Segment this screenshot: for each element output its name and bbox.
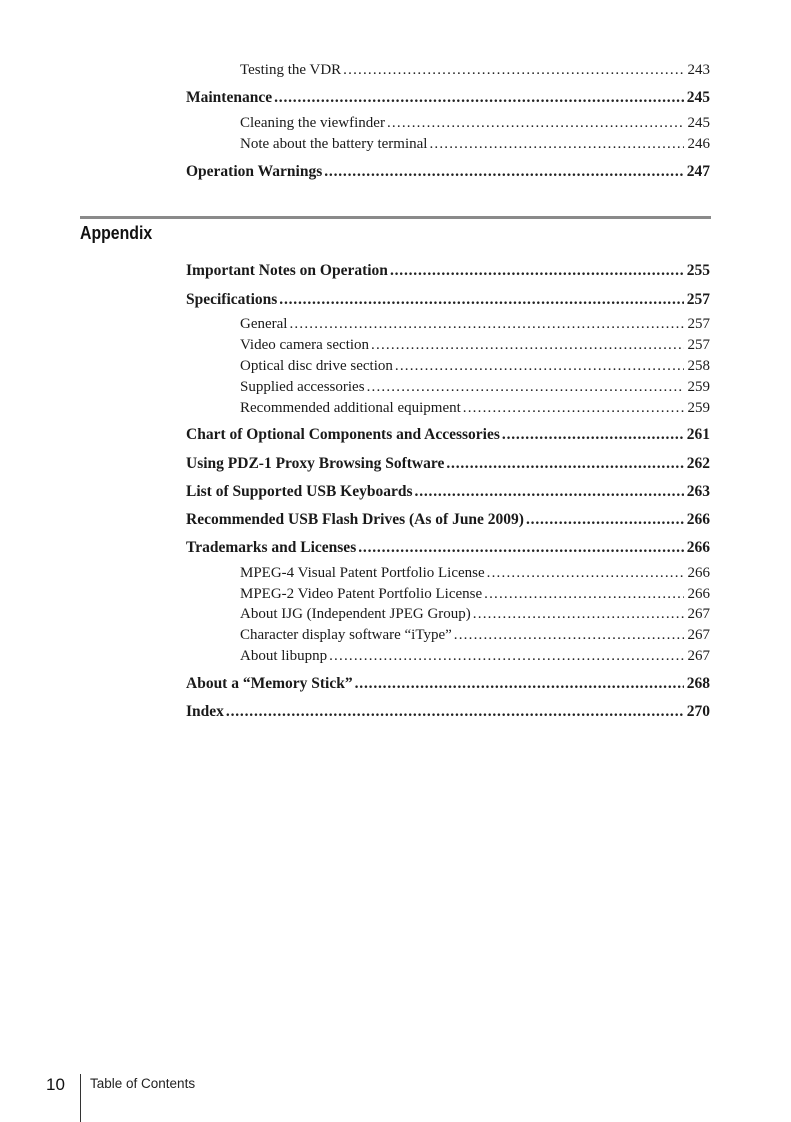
toc-entry-page: 245 bbox=[686, 89, 710, 106]
dot-leader bbox=[473, 604, 684, 624]
toc-entry-page: 267 bbox=[687, 606, 710, 622]
dot-leader bbox=[343, 60, 684, 80]
toc-entry-title: Cleaning the viewfinder bbox=[240, 115, 385, 131]
toc-entry-page: 268 bbox=[686, 675, 710, 692]
toc-entry-title: Trademarks and Licenses bbox=[186, 539, 357, 556]
toc-entry[interactable] bbox=[186, 88, 710, 108]
toc-entry-page: 266 bbox=[687, 586, 710, 602]
toc-entry[interactable] bbox=[186, 510, 710, 530]
dot-leader bbox=[502, 425, 684, 445]
toc-entry-title: Recommended additional equipment bbox=[240, 400, 461, 416]
toc-entry[interactable] bbox=[186, 162, 710, 182]
toc-entry[interactable] bbox=[240, 60, 710, 80]
dot-leader bbox=[415, 482, 684, 502]
toc-entry-title: Using PDZ-1 Proxy Browsing Software bbox=[186, 455, 445, 472]
dot-leader bbox=[367, 377, 684, 397]
dot-leader bbox=[390, 261, 684, 281]
toc-entry-title: About IJG (Independent JPEG Group) bbox=[240, 606, 471, 622]
dot-leader bbox=[484, 584, 684, 604]
toc-entry-page: 259 bbox=[687, 379, 710, 395]
toc-entry-page: 259 bbox=[687, 400, 710, 416]
toc-entry[interactable] bbox=[240, 356, 710, 376]
toc-entry[interactable] bbox=[240, 563, 710, 583]
dot-leader bbox=[289, 314, 684, 334]
toc-entry[interactable] bbox=[186, 261, 710, 281]
toc-entry[interactable] bbox=[240, 398, 710, 418]
toc-entry-title: Specifications bbox=[186, 291, 278, 308]
dot-leader bbox=[387, 113, 684, 133]
toc-entry[interactable] bbox=[240, 646, 710, 666]
dot-leader bbox=[355, 674, 684, 694]
dot-leader bbox=[526, 510, 684, 530]
toc-entry[interactable] bbox=[186, 482, 710, 502]
toc-entry-page: 266 bbox=[686, 539, 710, 556]
toc-entry-title: About a “Memory Stick” bbox=[186, 675, 353, 692]
dot-leader bbox=[463, 398, 684, 418]
toc-entry-page: 261 bbox=[686, 426, 710, 443]
dot-leader bbox=[274, 88, 684, 108]
toc-entry[interactable] bbox=[240, 134, 710, 154]
toc-entry-title: List of Supported USB Keyboards bbox=[186, 483, 413, 500]
toc-entry-title: Operation Warnings bbox=[186, 163, 323, 180]
toc-entry[interactable] bbox=[186, 538, 710, 558]
dot-leader bbox=[358, 538, 684, 558]
toc-entry-page: 257 bbox=[687, 316, 710, 332]
dot-leader bbox=[487, 563, 684, 583]
dot-leader bbox=[226, 702, 684, 722]
toc-entry-title: Recommended USB Flash Drives (As of June 2009) bbox=[186, 511, 524, 528]
toc-entry-title: General bbox=[240, 316, 288, 332]
toc-entry-page: 257 bbox=[686, 291, 710, 308]
toc-entry-page: 258 bbox=[687, 358, 710, 374]
toc-entry[interactable] bbox=[240, 584, 710, 604]
toc-entry-title: Video camera section bbox=[240, 337, 370, 353]
toc-entry-page: 257 bbox=[687, 337, 710, 353]
toc-entry-title: About libupnp bbox=[240, 648, 328, 664]
toc-entry-page: 267 bbox=[687, 648, 710, 664]
dot-leader bbox=[279, 290, 684, 310]
toc-entry[interactable] bbox=[240, 377, 710, 397]
dot-leader bbox=[454, 625, 684, 645]
toc-entry-page: 247 bbox=[686, 163, 710, 180]
dot-leader bbox=[395, 356, 684, 376]
toc-entry-title: Chart of Optional Components and Accessories bbox=[186, 426, 500, 443]
section-divider bbox=[80, 216, 711, 219]
toc-entry-title: Index bbox=[186, 703, 224, 720]
toc-entry-page: 270 bbox=[686, 703, 710, 720]
toc-entry-page: 246 bbox=[687, 136, 710, 152]
toc-entry-page: 266 bbox=[687, 565, 710, 581]
toc-entry[interactable] bbox=[240, 113, 710, 133]
toc-entry-title: MPEG-2 Video Patent Portfolio License bbox=[240, 586, 483, 602]
toc-entry-page: 262 bbox=[686, 455, 710, 472]
footer-page-number: 10 bbox=[46, 1075, 65, 1094]
toc-entry[interactable] bbox=[186, 702, 710, 722]
toc-entry[interactable] bbox=[240, 314, 710, 334]
toc-entry[interactable] bbox=[186, 290, 710, 310]
toc-entry[interactable] bbox=[240, 335, 710, 355]
dot-leader bbox=[329, 646, 684, 666]
toc-entry-title: Note about the battery terminal bbox=[240, 136, 428, 152]
dot-leader bbox=[324, 162, 684, 182]
toc-entry-page: 245 bbox=[687, 115, 710, 131]
toc-entry-page: 255 bbox=[686, 262, 710, 279]
toc-entry-title: Supplied accessories bbox=[240, 379, 365, 395]
toc-entry-title: MPEG-4 Visual Patent Portfolio License bbox=[240, 565, 485, 581]
toc-entry-page: 267 bbox=[687, 627, 710, 643]
dot-leader bbox=[371, 335, 684, 355]
toc-entry-title: Character display software “iType” bbox=[240, 627, 452, 643]
toc-entry-title: Testing the VDR bbox=[240, 62, 342, 78]
toc-entry-title: Important Notes on Operation bbox=[186, 262, 388, 279]
toc-entry-page: 266 bbox=[686, 511, 710, 528]
footer-label: Table of Contents bbox=[90, 1076, 196, 1091]
section-heading: Appendix bbox=[80, 223, 153, 243]
footer-divider bbox=[80, 1074, 81, 1122]
toc-entry[interactable] bbox=[240, 604, 710, 624]
toc-entry-title: Optical disc drive section bbox=[240, 358, 393, 374]
toc-entry-title: Maintenance bbox=[186, 89, 273, 106]
toc-entry[interactable] bbox=[186, 674, 710, 694]
toc-entry[interactable] bbox=[186, 454, 710, 474]
toc-entry-page: 243 bbox=[687, 62, 710, 78]
toc-entry[interactable] bbox=[240, 625, 710, 645]
toc-entry[interactable] bbox=[186, 425, 710, 445]
dot-leader bbox=[429, 134, 684, 154]
toc-entry-page: 263 bbox=[686, 483, 710, 500]
dot-leader bbox=[446, 454, 684, 474]
